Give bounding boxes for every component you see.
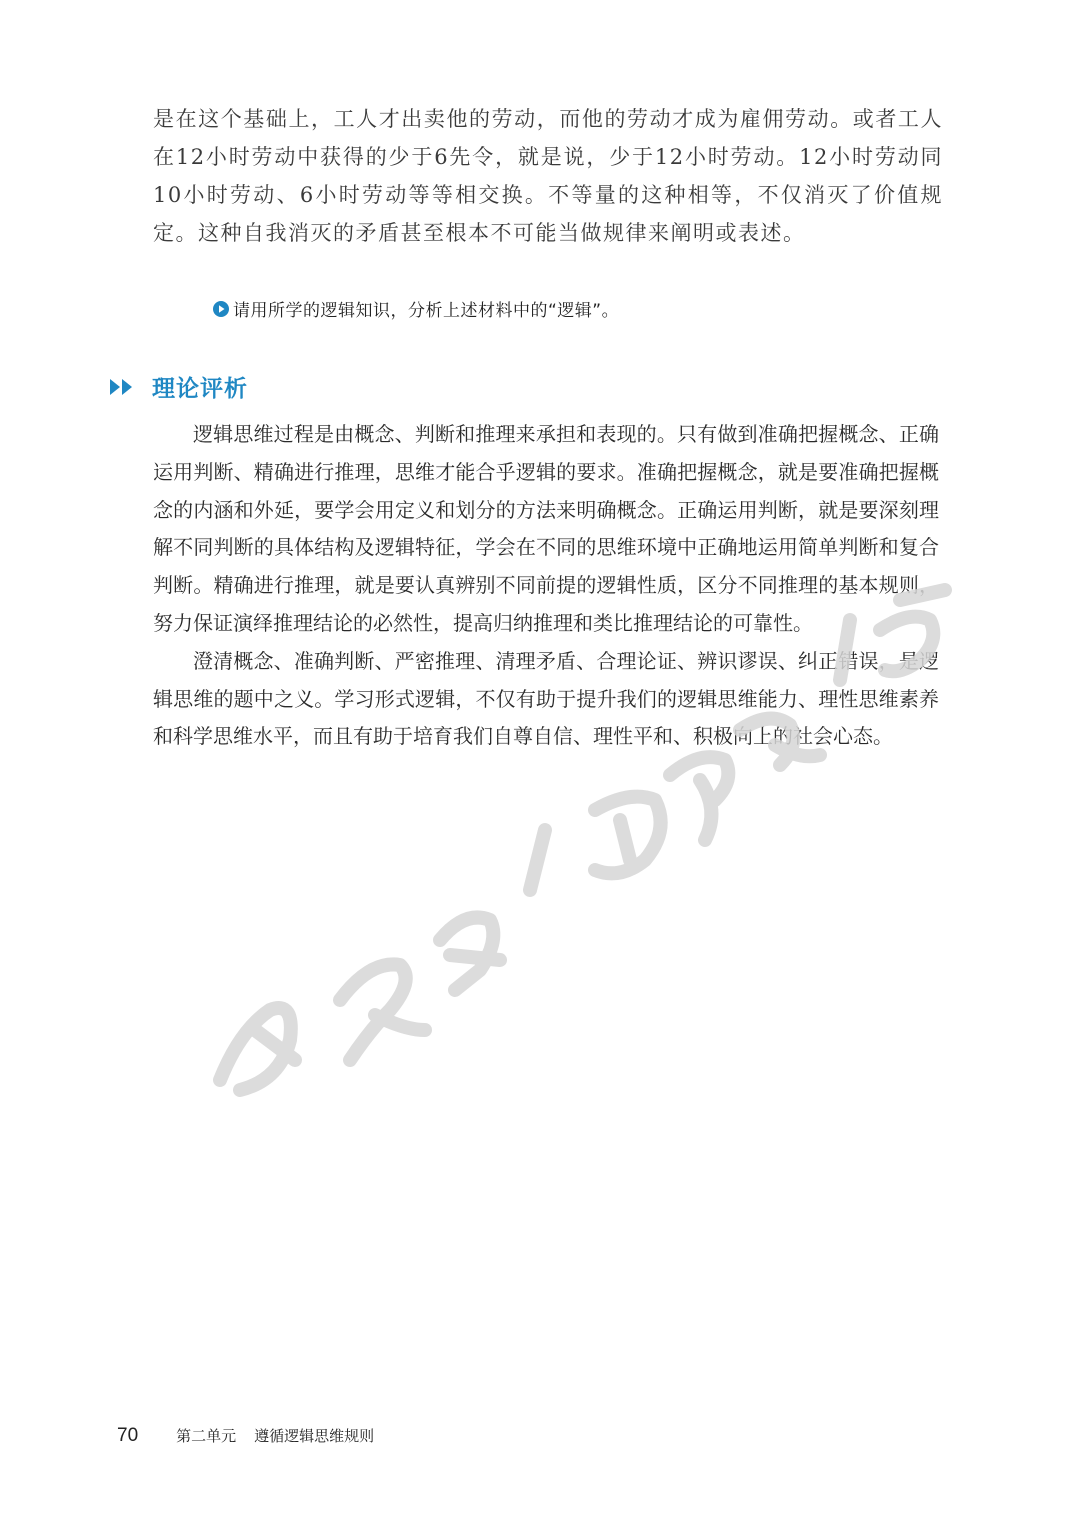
body-paragraph-2: 澄清概念、准确判断、严密推理、清理矛盾、合理论证、辨识谬误、纠正错误，是逻辑思维的题中之义。学习形式逻辑，不仅有助于提升我们的逻辑思维能力、理性思维素养和科学思维水平，而且有助于培育我们自尊自信、理性平和、积极向上的社会心态。 [153,648,939,749]
unit-label: 第二单元 [176,1427,237,1445]
play-circle-icon [213,301,229,317]
question-text: 请用所学的逻辑知识，分析上述材料中的“逻辑”。 [233,301,620,321]
body-paragraph-1: 逻辑思维过程是由概念、判断和推理来承担和表现的。只有做到准确把握概念、正确运用判断、精确进行推理，思维才能合乎逻辑的要求。准确把握概念，就是要准确把握概念的内涵和外延，要学会用定义和划分的方法来明确概念。正确运用判断，就是要深刻理解不同判断的具体结构及逻辑特征，学会在不同的思维环境中正确地运用简单判断和复合判断。精确进行推理，就是要认真辨别不同前提的逻辑性质，区分不同推理的基本规则，努力保证演绎推理结论的必然性，提高归纳推理和类比推理结论的可靠性。 [153,422,939,635]
section-body [153,416,939,756]
chapter-title: 遵循逻辑思维规则 [254,1427,375,1445]
page-number: 70 [117,1425,139,1446]
double-chevron-right-icon [108,376,140,398]
section-title: 理论评析 [152,376,248,402]
discussion-question [213,296,619,321]
quote-passage: 是在这个基础上，工人才出卖他的劳动，而他的劳动才成为雇佣劳动。或者工人在12小时劳动中获得的少于6先令，就是说，少于12小时劳动。12小时劳动同10小时劳动、6小时劳动等等相交换。不等量的这种相等，不仅消灭了价值规定。这种自我消灭的矛盾甚至根本不可能当做规律来阐明或表述。 [153,107,943,245]
page-footer [117,1425,374,1447]
section-heading [108,370,248,403]
